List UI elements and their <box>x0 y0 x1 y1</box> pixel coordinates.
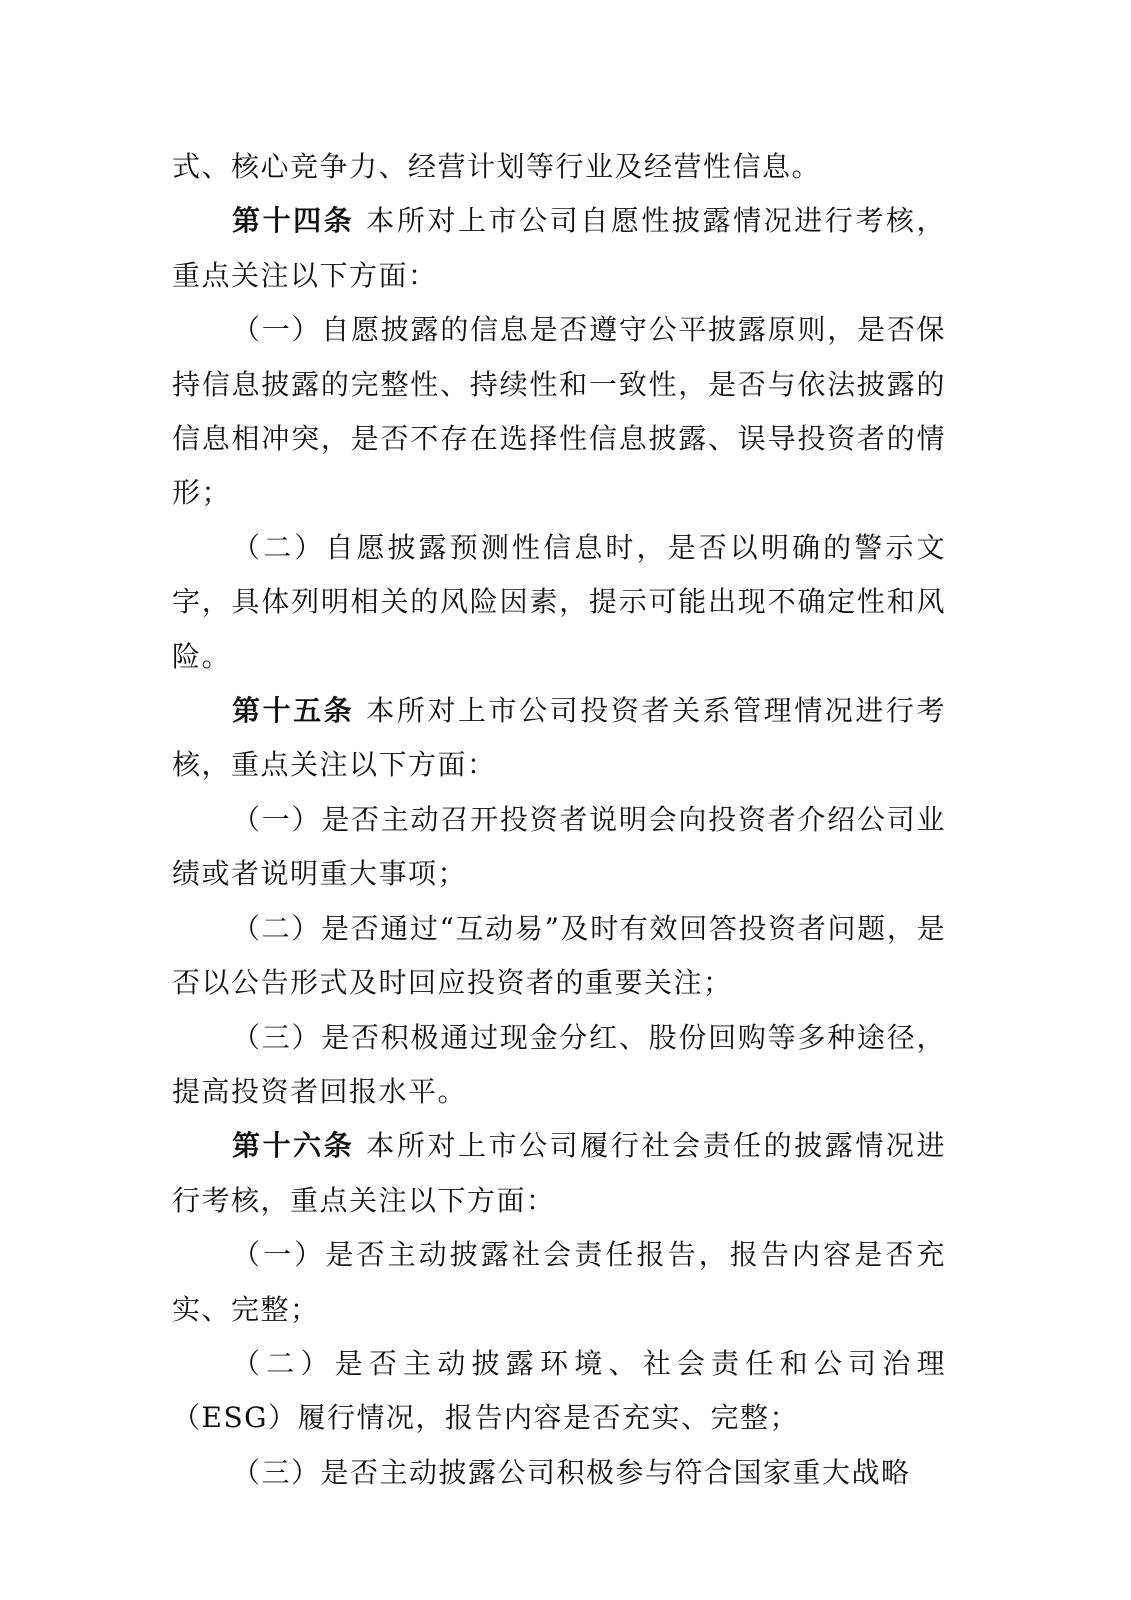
article-16 <box>172 1119 946 1228</box>
article-15-title: 第十五条 <box>232 694 355 728</box>
article-16-item-3: （三）是否主动披露公司积极参与符合国家重大战略 <box>232 1455 911 1489</box>
article-16-item-2: （二）是否主动披露环境、社会责任和公司治理（ESG）履行情况，报告内容是否充实、完整； <box>172 1346 946 1435</box>
article-14-item-1: （一）自愿披露的信息是否遵守公平披露原则，是否保持信息披露的完整性、持续性和一致性，是否与依法披露的信息相冲突，是否不存在选择性信息披露、误导投资者的情形； <box>172 313 946 510</box>
article-16-item-1: （一）是否主动披露社会责任报告，报告内容是否充实、完整； <box>172 1238 946 1326</box>
article-15-item-1: （一）是否主动召开投资者说明会向投资者介绍公司业绩或者说明重大事项； <box>172 802 946 891</box>
article-14 <box>172 194 946 303</box>
article-14-text: 本所对上市公司自愿性披露情况进行考核，重点关注以下方面： <box>172 204 946 292</box>
article-15-item-3: （三）是否积极通过现金分红、股份回购等多种途径，提高投资者回报水平。 <box>172 1020 946 1108</box>
document-body <box>172 140 946 1500</box>
article-15 <box>172 684 946 793</box>
article-16-title: 第十六条 <box>232 1129 355 1163</box>
article-15-text: 本所对上市公司投资者关系管理情况进行考核，重点关注以下方面： <box>172 694 946 782</box>
paragraph-continuation: 式、核心竞争力、经营计划等行业及经营性信息。 <box>172 150 822 183</box>
article-14-item-2: （二）自愿披露预测性信息时，是否以明确的警示文字，具体列明相关的风险因素，提示可能出现不确定性和风险。 <box>172 530 946 673</box>
article-15-item-2: （二）是否通过“互动易”及时有效回答投资者问题，是否以公告形式及时回应投资者的重要关注； <box>172 911 946 1000</box>
article-14-title: 第十四条 <box>232 204 355 238</box>
article-16-text: 本所对上市公司履行社会责任的披露情况进行考核，重点关注以下方面： <box>172 1129 946 1217</box>
